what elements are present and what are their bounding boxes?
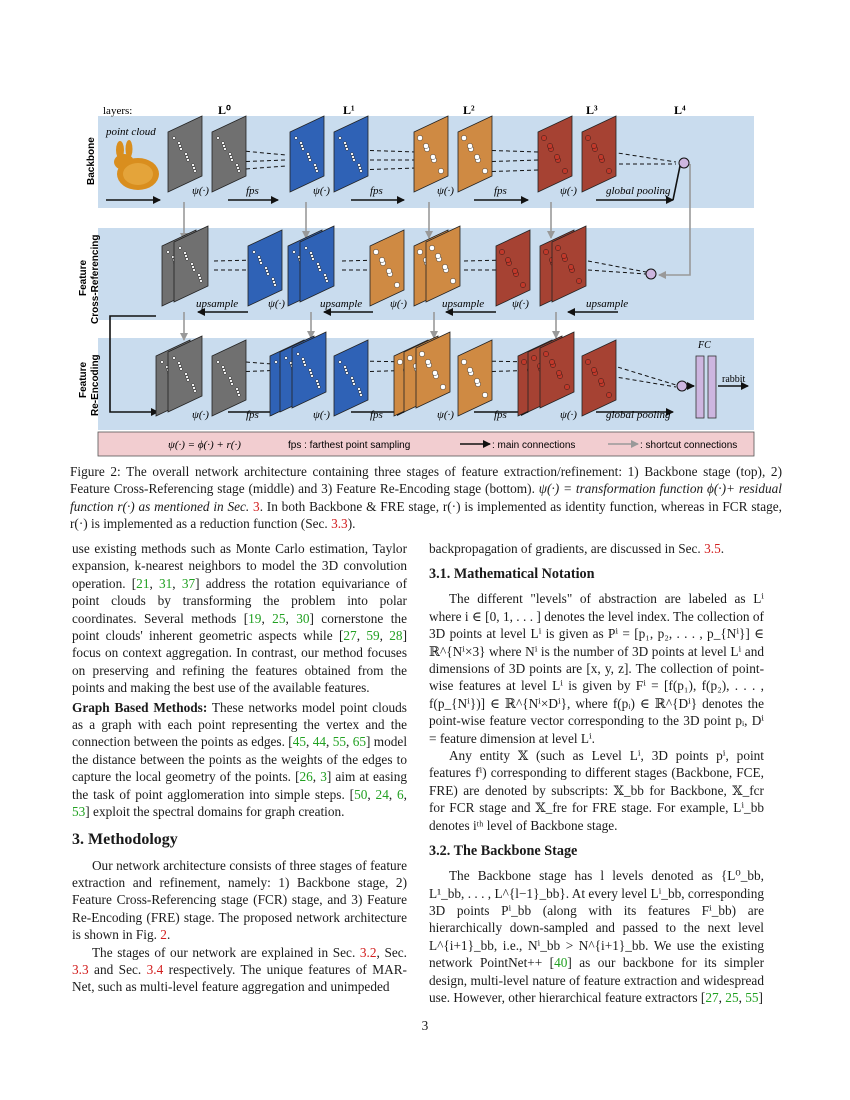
legend-fps-definition: fps : farthest point sampling bbox=[288, 440, 411, 451]
sheet-point bbox=[358, 164, 361, 167]
upsample-label-fcr-2: upsample bbox=[320, 298, 363, 310]
sheet-point bbox=[179, 247, 182, 250]
citation-link[interactable]: 27 bbox=[343, 628, 357, 644]
global-node-fre bbox=[677, 381, 687, 391]
sheet-point bbox=[318, 266, 321, 269]
sheet-point bbox=[316, 380, 319, 383]
sheet-point bbox=[314, 164, 317, 167]
citation-link[interactable]: 45 bbox=[292, 734, 306, 750]
layer-label-3: L³ bbox=[586, 103, 598, 117]
sheet-point bbox=[339, 137, 342, 140]
psi-label-fre-1: ψ(·) bbox=[313, 409, 330, 421]
sheet-point bbox=[325, 277, 328, 280]
sheet-point bbox=[606, 168, 611, 173]
sheet-point bbox=[260, 262, 263, 265]
citation-link[interactable]: 30 bbox=[296, 610, 310, 626]
psi-label-fcr-1: ψ(·) bbox=[268, 298, 285, 310]
sheet-point bbox=[224, 372, 227, 375]
sheet-point bbox=[326, 280, 329, 283]
sheet-point bbox=[273, 281, 276, 284]
sheet-point bbox=[194, 170, 197, 173]
stage-label-fre-2: Re-Encoding bbox=[90, 354, 101, 416]
sheet-point bbox=[359, 167, 362, 170]
sheet-point bbox=[417, 135, 422, 140]
caption-ref-sec-3-3[interactable]: 3.3 bbox=[331, 516, 348, 532]
output-label: rabbit bbox=[722, 374, 746, 385]
layer-label-4: L⁴ bbox=[674, 103, 686, 117]
global-node-fcr bbox=[646, 269, 656, 279]
sheet-point bbox=[591, 143, 596, 148]
sheet-point bbox=[186, 156, 189, 159]
related-work-paragraph: use existing methods such as Monte Carlo estimation, Taylor expansion, k-nearest neighbors to model the 3D convolution operation. [21, 31, 37] address the rotation equivariance of point clouds by transforming the problem into polar coordinates. Several methods [19, 25, 30] cornerstone the point clouds' inherent geometric aspects while [27, 59, 28] focus on context aggregation. In contrast, our method focuses on preserving and refining the features obtained from the points and making the best use of the available features. bbox=[72, 541, 408, 696]
sheet-point bbox=[237, 167, 240, 170]
sheet-point bbox=[394, 282, 399, 287]
upsample-label-fcr-1: upsample bbox=[196, 298, 239, 310]
section-ref-link[interactable]: 3.3 bbox=[72, 961, 89, 977]
sheet-point bbox=[179, 145, 182, 148]
citation-link[interactable]: 21 bbox=[136, 575, 150, 591]
sheet-point bbox=[161, 361, 164, 364]
citation-link[interactable]: 24 bbox=[375, 786, 389, 802]
sheet-point bbox=[192, 266, 195, 269]
sheet-point bbox=[432, 370, 437, 375]
sheet-point bbox=[547, 143, 552, 148]
sheet-point bbox=[576, 278, 581, 283]
sheet-point bbox=[467, 143, 472, 148]
figure-caption bbox=[70, 463, 782, 533]
sheet-point bbox=[555, 245, 560, 250]
sheet-point bbox=[180, 148, 183, 151]
section-ref-link[interactable]: 3.4 bbox=[146, 961, 164, 977]
sheet-point bbox=[258, 256, 261, 259]
sheet-point bbox=[187, 379, 190, 382]
psi-label-fcr-3: ψ(·) bbox=[512, 298, 529, 310]
sheet-point bbox=[184, 252, 187, 255]
sheet-point bbox=[568, 264, 573, 269]
global-pooling-label-fre: global pooling bbox=[606, 409, 671, 421]
sheet-point bbox=[541, 135, 546, 140]
sheet-point bbox=[305, 247, 308, 250]
fps-label-bb-3: fps bbox=[494, 185, 507, 197]
fc-layer-2 bbox=[708, 356, 716, 418]
sheet-point bbox=[423, 143, 428, 148]
methodology-paragraph-1: Our network architecture consists of three stages of feature extraction and refinement, namely: 1) Backbone stage, 2) Feature Cross-Referencing stage (FCR) stage, and 3) Feature Re-Encoding (FRE) stage. The proposed network architecture is shown in Fig. 2. bbox=[72, 857, 407, 943]
sheet-point bbox=[237, 391, 240, 394]
sheet-point bbox=[222, 366, 225, 369]
sheet-point bbox=[351, 377, 354, 380]
sheet-point bbox=[358, 388, 361, 391]
sheet-point bbox=[316, 170, 319, 173]
sheet-point bbox=[425, 359, 430, 364]
sheet-point bbox=[353, 383, 356, 386]
point-cloud-label: point cloud bbox=[106, 126, 156, 138]
upsample-label-fcr-3: upsample bbox=[442, 298, 485, 310]
sheet-point bbox=[467, 367, 472, 372]
stage-label-backbone: Backbone bbox=[86, 137, 97, 185]
backbone-stage-heading: 3.2. The Backbone Stage bbox=[429, 843, 578, 860]
sheet-point bbox=[217, 137, 220, 140]
fps-label-fre-2: fps bbox=[370, 409, 383, 421]
sheet-point bbox=[230, 156, 233, 159]
sheet-point bbox=[310, 252, 313, 255]
sheet-point bbox=[435, 253, 440, 258]
sheet-point bbox=[266, 270, 269, 273]
notation-heading: 3.1. Mathematical Notation bbox=[429, 566, 595, 583]
sheet-point bbox=[440, 384, 445, 389]
sheet-point bbox=[505, 257, 510, 262]
global-pooling-label-bb: global pooling bbox=[606, 185, 671, 197]
sheet-point bbox=[309, 159, 312, 162]
sheet-point bbox=[344, 366, 347, 369]
right-column bbox=[429, 540, 764, 1006]
sheet-point bbox=[359, 391, 362, 394]
sheet-point bbox=[301, 145, 304, 148]
sheet-point bbox=[353, 159, 356, 162]
citation-link[interactable]: 55 bbox=[332, 734, 346, 750]
psi-label-fre-2: ψ(·) bbox=[437, 409, 454, 421]
sheet-point bbox=[193, 167, 196, 170]
sheet-point bbox=[461, 359, 466, 364]
citation-link[interactable]: 50 bbox=[354, 786, 368, 802]
sheet-point bbox=[230, 380, 233, 383]
sheet-point bbox=[360, 394, 363, 397]
stage-label-fre-1: Feature bbox=[78, 361, 89, 398]
sheet-point bbox=[311, 375, 314, 378]
sheet-point bbox=[229, 153, 232, 156]
fps-label-bb-2: fps bbox=[370, 185, 383, 197]
sheet-point bbox=[346, 148, 349, 151]
citation-link[interactable]: 19 bbox=[248, 610, 262, 626]
page-number: 3 bbox=[421, 1018, 429, 1033]
sheet-point bbox=[474, 378, 479, 383]
sheet-point bbox=[304, 364, 307, 367]
sheet-point bbox=[520, 282, 525, 287]
sheet-point bbox=[564, 384, 569, 389]
sheet-point bbox=[521, 359, 526, 364]
fc-layer-1 bbox=[696, 356, 704, 418]
citation-link[interactable]: 65 bbox=[352, 734, 366, 750]
caption-text-4: ). bbox=[347, 516, 356, 532]
citation-link[interactable]: 31 bbox=[159, 575, 173, 591]
sheet-point bbox=[531, 355, 536, 360]
sheet-point bbox=[345, 145, 348, 148]
architecture-diagram bbox=[78, 100, 756, 458]
sheet-point bbox=[238, 170, 241, 173]
section-ref-link[interactable]: 3.2 bbox=[359, 944, 377, 960]
sheet-point bbox=[450, 278, 455, 283]
sheet-point bbox=[300, 142, 303, 145]
sheet-point bbox=[352, 380, 355, 383]
sheet-point bbox=[302, 358, 305, 361]
sheet-point bbox=[430, 154, 435, 159]
fps-label-bb-1: fps bbox=[246, 185, 259, 197]
sheet-point bbox=[310, 372, 313, 375]
psi-label-fre-0: ψ(·) bbox=[192, 409, 209, 421]
citation-link[interactable]: 59 bbox=[366, 628, 380, 644]
sheet-point bbox=[312, 258, 315, 261]
sheet-point bbox=[474, 154, 479, 159]
fps-label-fre-3: fps bbox=[494, 409, 507, 421]
sheet-point bbox=[193, 387, 196, 390]
layers-label: layers: bbox=[103, 105, 133, 117]
sheet-point bbox=[185, 255, 188, 258]
notation-paragraph-2: Any entity 𝕏 (such as Level Lⁱ, 3D points pⁱ, point features fⁱ) corresponding to different stages (Backbone, FCE, FRE) are denoted by subscripts: 𝕏_bb for Backbone, 𝕏_fcr for FCR stage and 𝕏_fre for FRE stage. For example, Lⁱ_bb denotes iᵗʰ level of Backbone stage. bbox=[429, 748, 764, 833]
layer-label-1: L¹ bbox=[343, 103, 355, 117]
sheet-point bbox=[315, 167, 318, 170]
sheet-point bbox=[186, 376, 189, 379]
sheet-point bbox=[360, 170, 363, 173]
sheet-point bbox=[238, 394, 241, 397]
citation-link[interactable]: 44 bbox=[312, 734, 326, 750]
sheet-point bbox=[267, 273, 270, 276]
sheet-point bbox=[598, 378, 603, 383]
sheet-point bbox=[346, 372, 349, 375]
sheet-point bbox=[543, 351, 548, 356]
sheet-point bbox=[318, 386, 321, 389]
sheet-point bbox=[345, 369, 348, 372]
graph-methods-heading: Graph Based Methods: bbox=[72, 699, 208, 715]
sheet-point bbox=[352, 156, 355, 159]
sheet-point bbox=[309, 369, 312, 372]
psi-label-bb-0: ψ(·) bbox=[192, 185, 209, 197]
caption-ref-sec-3[interactable]: 3 bbox=[253, 498, 260, 514]
left-column bbox=[72, 540, 407, 996]
sheet-point bbox=[606, 392, 611, 397]
sheet-point bbox=[193, 269, 196, 272]
sheet-point bbox=[543, 249, 548, 254]
sheet-point bbox=[429, 245, 434, 250]
sheet-point bbox=[224, 148, 227, 151]
sheet-point bbox=[303, 361, 306, 364]
sheet-point bbox=[187, 159, 190, 162]
caption-text-2: ψ(·) = transformation function ϕ(·)+ residual function r(·) as mentioned in Sec. bbox=[70, 481, 782, 514]
citation-link[interactable]: 25 bbox=[725, 989, 739, 1005]
sheet-point bbox=[512, 268, 517, 273]
psi-label-bb-2: ψ(·) bbox=[437, 185, 454, 197]
caption-text-3: . In both Backbone & FRE stage, r(·) is implemented as identity function, whereas in FCR stage, r(·) is implemented as a reduction function (Sec. bbox=[70, 498, 782, 532]
citation-link[interactable]: 3 bbox=[320, 769, 327, 785]
legend-psi-definition: ψ(·) = ϕ(·) + r(·) bbox=[168, 439, 241, 451]
sheet-point bbox=[482, 168, 487, 173]
upsample-label-fcr-4: upsample bbox=[586, 298, 629, 310]
sheet-point bbox=[167, 251, 170, 254]
sheet-point bbox=[178, 142, 181, 145]
global-node-backbone bbox=[679, 158, 689, 168]
sheet-point bbox=[482, 392, 487, 397]
sheet-point bbox=[236, 388, 239, 391]
layer-label-2: L² bbox=[463, 103, 475, 117]
sheet-point bbox=[198, 274, 201, 277]
sheet-point bbox=[562, 168, 567, 173]
sheet-point bbox=[324, 274, 327, 277]
sheet-point bbox=[461, 135, 466, 140]
sheet-point bbox=[417, 249, 422, 254]
sheet-point bbox=[339, 361, 342, 364]
sheet-point bbox=[265, 267, 268, 270]
citation-link[interactable]: 27 bbox=[705, 989, 719, 1005]
sheet-point bbox=[373, 249, 378, 254]
sheet-point bbox=[302, 148, 305, 151]
fps-label-fre-1: fps bbox=[246, 409, 259, 421]
sheet-point bbox=[229, 377, 232, 380]
sheet-point bbox=[199, 277, 202, 280]
sheet-point bbox=[231, 159, 234, 162]
sheet-point bbox=[308, 156, 311, 159]
sheet-point bbox=[272, 278, 275, 281]
citation-link[interactable]: 40 bbox=[554, 955, 568, 971]
caption-text-1: Figure 2: The overall network architecture containing three stages of feature extraction/refinement: 1) Backbone stage (top), 2) Feature Cross-Referencing stage (middle) and 3) Feature Re-Encoding stage (bottom). bbox=[70, 464, 782, 497]
sheet-point bbox=[319, 269, 322, 272]
stage-label-fcr-1: Feature bbox=[78, 259, 89, 296]
sheet-point bbox=[179, 365, 182, 368]
citation-link[interactable]: 6 bbox=[397, 786, 404, 802]
psi-label-fre-3: ψ(·) bbox=[560, 409, 577, 421]
sheet-point bbox=[274, 284, 277, 287]
sheet-point bbox=[317, 263, 320, 266]
sheet-point bbox=[549, 359, 554, 364]
architecture-figure bbox=[78, 100, 756, 458]
sheet-point bbox=[236, 164, 239, 167]
stage-label-fcr-2: Cross-Referencing bbox=[90, 234, 101, 324]
figure-ref-link[interactable]: 2 bbox=[160, 927, 167, 943]
psi-label-bb-3: ψ(·) bbox=[560, 185, 577, 197]
sheet-point bbox=[186, 258, 189, 261]
sheet-point bbox=[561, 253, 566, 258]
notation-paragraph-1: The different "levels" of abstraction are labeled as Lⁱ where i ∈ [0, 1, . . . ] denotes the level index. The collection of 3D points at level Lⁱ is given as Pⁱ = [p₁, p₂, . . . , p_{Nⁱ}] ∈ ℝ^{Nⁱ×3} where Nⁱ is the number of 3D points at level Lⁱ and dimensions of 3D points are [x, y, z]. The collection of point-wise features at level Lⁱ is given by Fⁱ = [f(p₁), f(p₂), . . . , f(p_{Nⁱ})] ∈ ℝ^{Nⁱ×Dⁱ}, where f(pᵢ) ∈ ℝ^{Dⁱ} denotes the point-wise feature vector corresponding to the 3D point pᵢ, Dⁱ = feature dimension at level Lⁱ. bbox=[429, 591, 764, 746]
citation-link[interactable]: 28 bbox=[389, 628, 403, 644]
sheet-point bbox=[397, 359, 402, 364]
sheet-point bbox=[419, 351, 424, 356]
sheet-point bbox=[297, 353, 300, 356]
sheet-point bbox=[585, 359, 590, 364]
citation-link[interactable]: 53 bbox=[72, 804, 86, 820]
psi-label-bb-1: ψ(·) bbox=[313, 185, 330, 197]
sheet-point bbox=[499, 249, 504, 254]
citation-link[interactable]: 25 bbox=[272, 610, 286, 626]
methodology-heading: 3. Methodology bbox=[72, 830, 178, 848]
sheet-point bbox=[223, 145, 226, 148]
graph-methods-paragraph: Graph Based Methods: These networks model point clouds as a graph with each point representing the vertex and the connection between the points as edges. [45, 44, 55, 65] model the distance between the points as the weights of the edges to capture the local geometry of the points. [26, 3] aim at easing the task of point agglomeration into simple steps. [50, 24, 6, 53] exploit the spectral domains for graph creation. bbox=[72, 699, 408, 820]
sheet-point bbox=[438, 168, 443, 173]
sheet-point bbox=[192, 384, 195, 387]
citation-link[interactable]: 55 bbox=[745, 989, 759, 1005]
sheet-point bbox=[173, 357, 176, 360]
sheet-point bbox=[259, 259, 262, 262]
sheet-point bbox=[194, 390, 197, 393]
sheet-point bbox=[173, 137, 176, 140]
sheet-point bbox=[295, 137, 298, 140]
sheet-point bbox=[407, 355, 412, 360]
sheet-point bbox=[191, 263, 194, 266]
sheet-point bbox=[591, 367, 596, 372]
sheet-point bbox=[200, 280, 203, 283]
sheet-point bbox=[185, 153, 188, 156]
sheet-point bbox=[293, 251, 296, 254]
sheet-point bbox=[217, 361, 220, 364]
sheet-point bbox=[185, 373, 188, 376]
sheet-point bbox=[307, 153, 310, 156]
methodology-paragraph-2: The stages of our network are explained in Sec. 3.2, Sec. 3.3 and Sec. 3.4 respectively. The unique features of MAR-Net, such as multi-level feature aggregation and unimpeded bbox=[72, 944, 408, 995]
sheet-point bbox=[253, 251, 256, 254]
layer-label-0: L⁰ bbox=[218, 103, 231, 117]
sheet-point bbox=[386, 268, 391, 273]
sheet-point bbox=[223, 369, 226, 372]
section-ref-link[interactable]: 3.5 bbox=[704, 541, 721, 556]
sheet-point bbox=[275, 361, 278, 364]
sheet-point bbox=[180, 368, 183, 371]
sheet-point bbox=[178, 362, 181, 365]
citation-link[interactable]: 37 bbox=[181, 575, 196, 591]
sheet-point bbox=[379, 257, 384, 262]
sheet-point bbox=[311, 255, 314, 258]
backbone-paragraph: The Backbone stage has l levels denoted as {L⁰_bb, L¹_bb, . . . , L^{l−1}_bb}. At every level Lⁱ_bb, corresponding 3D points Pⁱ_bb (along with its features Fⁱ_bb) are hierarchically down-sampled and passed to the next level L^{i+1}_bb, i.e., Nⁱ_bb > N^{i+1}_bb. We use the existing network PointNet++ [40] as our backbone for its simpler design, multi-level nature of feature extraction and widespread use. However, other hierarchical feature extractors [27, 25, 55] bbox=[429, 868, 764, 1005]
sheet-point bbox=[598, 154, 603, 159]
psi-label-fcr-2: ψ(·) bbox=[390, 298, 407, 310]
sheet-point bbox=[585, 135, 590, 140]
legend-shortcut-connections: : shortcut connections bbox=[640, 440, 738, 451]
sheet-point bbox=[285, 357, 288, 360]
citation-link[interactable]: 26 bbox=[299, 769, 313, 785]
fc-label: FC bbox=[698, 340, 711, 351]
sheet-point bbox=[192, 164, 195, 167]
continued-paragraph: backpropagation of gradients, are discussed in Sec. 3.5. bbox=[429, 541, 725, 556]
sheet-point bbox=[554, 154, 559, 159]
sheet-point bbox=[317, 383, 320, 386]
sheet-point bbox=[442, 264, 447, 269]
sheet-point bbox=[351, 153, 354, 156]
legend-main-connections: : main connections bbox=[492, 440, 576, 451]
sheet-point bbox=[556, 370, 561, 375]
sheet-point bbox=[344, 142, 347, 145]
sheet-point bbox=[231, 383, 234, 386]
sheet-point bbox=[222, 142, 225, 145]
